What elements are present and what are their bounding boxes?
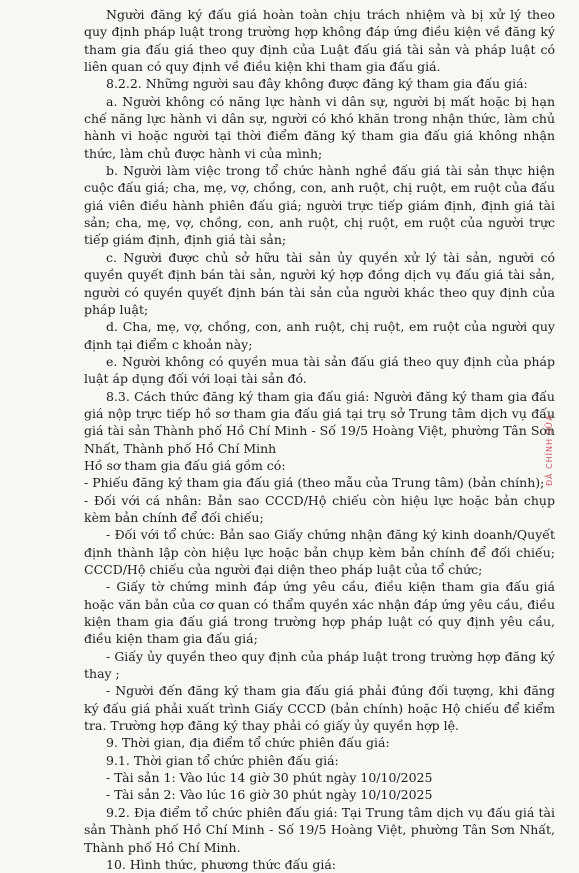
heading-9: 9. Thời gian, địa điểm tổ chức phiên đấu giá:	[106, 735, 390, 751]
heading-8-3: 8.3. Cách thức đăng ký tham gia đấu giá: Người đăng ký tham gia đấu giá nộp trực tiếp hồ sơ tham gia đấu giá tại trụ sở Trung tâm dịch vụ đấu giá tài sản Thành phố Hồ Chí Minh - Số 19/5 Hoàng Việt, phường Tân Sơn Nhất, Thành phố Hồ Chí Minh	[84, 388, 555, 456]
schedule-asset-2: - Tài sản 2: Vào lúc 16 giờ 30 phút ngày 10/10/2025	[106, 787, 433, 803]
heading-9-1: 9.1. Thời gian tổ chức phiên đấu giá:	[106, 752, 339, 768]
item-d: d. Cha, mẹ, vợ, chồng, con, anh ruột, chị ruột, em ruột của người quy định tại điểm c khoản này;	[84, 319, 555, 352]
heading-8-2-2: 8.2.2. Những người sau đây không được đăng ký tham gia đấu giá:	[106, 76, 528, 92]
paragraph-liability: Người đăng ký đấu giá hoàn toàn chịu trách nhiệm và bị xử lý theo quy định pháp luật trong trường hợp không đáp ứng điều kiện về đăng ký tham gia đấu giá theo quy định của Luật đấu giá tài sản và pháp luật có liên quan có quy định về điều kiện khi tham gia đấu giá.	[84, 7, 555, 75]
item-e: e. Người không có quyền mua tài sản đấu giá theo quy định của pháp luật áp dụng đối với loại tài sản đó.	[84, 353, 555, 387]
stamp-text: ĐÃ CHÍNH SỬA	[544, 414, 554, 486]
heading-10: 10. Hình thức, phương thức đấu giá:	[106, 856, 336, 872]
item-c: c. Người được chủ sở hữu tài sản ủy quyền xử lý tài sản, người có quyền quyết định bán tài sản, người ký hợp đồng dịch vụ đấu giá tài sản, người có quyền quyết định bán tài sản của người khác theo quy định của pháp luật;	[84, 249, 555, 317]
heading-9-2: 9.2. Địa điểm tổ chức phiên đấu giá: Tại Trung tâm dịch vụ đấu giá tài sản Thành phố Hồ Chí Minh - Số 19/5 Hoàng Việt, phường Tân Sơn Nhất, Thành phố Hồ Chí Minh.	[84, 804, 555, 855]
schedule-asset-1: - Tài sản 1: Vào lúc 14 giờ 30 phút ngày 10/10/2025	[106, 770, 433, 786]
margin-stamp	[538, 380, 560, 520]
item-b: b. Người làm việc trong tổ chức hành nghề đấu giá tài sản thực hiện cuộc đấu giá; cha, mẹ, vợ, chồng, con, anh ruột, chị ruột, em ruột của đấu giá viên điều hành phiên đấu giá; người trực tiếp giám định, định giá tài sản; cha, mẹ, vợ, chồng, con, anh ruột, chị ruột, em ruột của người trực tiếp giám định, định giá tài sản;	[84, 163, 555, 248]
dossier-item-organization: - Đối với tổ chức: Bản sao Giấy chứng nhận đăng ký kinh doanh/Quyết định thành lập còn hiệu lực hoặc bản chụp kèm bản chính để đối chiếu; CCCD/Hộ chiếu của người đại diện theo pháp luật của tổ chức;	[84, 527, 555, 577]
dossier-item-identity-check: - Người đến đăng ký tham gia đấu giá phải đúng đối tượng, khi đăng ký đấu giá phải xuất trình Giấy CCCD (bản chính) hoặc Hộ chiếu để kiểm tra. Trường hợp đăng ký thay phải có giấy ủy quyền hợp lệ.	[84, 683, 555, 734]
dossier-item-registration-form: - Phiếu đăng ký tham gia đấu giá (theo mẫu của Trung tâm) (bản chính);	[84, 475, 545, 491]
dossier-item-authorization: - Giấy ủy quyền theo quy định của pháp luật trong trường hợp đăng ký thay ;	[84, 648, 555, 682]
dossier-heading: Hồ sơ tham gia đấu giá gồm có:	[84, 457, 286, 473]
dossier-item-individual: - Đối với cá nhân: Bản sao CCCD/Hộ chiếu còn hiệu lực hoặc bản chụp kèm bản chính để đối chiếu;	[84, 492, 555, 525]
item-a: a. Người không có năng lực hành vi dân sự, người bị mất hoặc bị hạn chế năng lực hành vi dân sự, người có khó khăn trong nhận thức, làm chủ hành vi hoặc người tại thời điểm đăng ký tham gia đấu giá không nhận thức, làm chủ được hành vi của mình;	[84, 93, 555, 161]
dossier-item-conditions: - Giấy tờ chứng minh đáp ứng yêu cầu, điều kiện tham gia đấu giá hoặc văn bản của cơ quan có thẩm quyền xác nhận đáp ứng yêu cầu, điều kiện tham gia đấu giá trong trường hợp pháp luật có quy định yêu cầu, điều kiện tham gia đấu giá;	[84, 579, 555, 647]
